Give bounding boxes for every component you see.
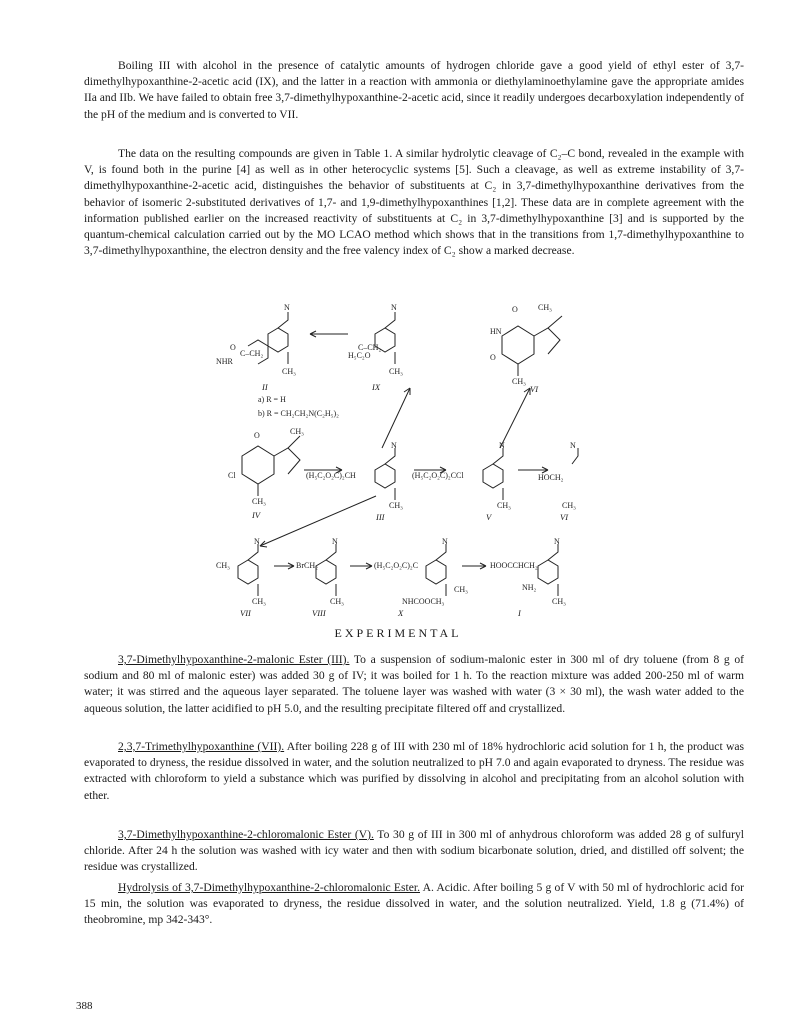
group-iv: Cl: [228, 471, 236, 480]
paragraph-5: [84, 827, 744, 876]
paragraph-1-text: Boiling III with alcohol in the presence of catalytic amounts of hydrogen chloride gave a good yield of ethyl ester of 3,7-dimethylhypoxanthine-2-acetic acid (IX), and the latter in a reaction with ammonia or diethylaminoethylamine gave the appropriate amides IIa and IIb. We have failed to obtain free 3,7-dimethylhypoxanthine-2-acetic acid, since it readily undergoes decarboxylation independently of the pH of the medium and is converted to VII.: [84, 59, 744, 121]
atom-n: N: [391, 441, 397, 450]
group-ix-co: C–CH₂: [358, 343, 382, 352]
atom-o: O: [254, 431, 260, 440]
group-ch3: CH₃: [252, 497, 266, 506]
paragraph-1: [84, 58, 744, 123]
group-ch3: CH₃: [454, 585, 468, 594]
paragraph-4: [84, 739, 744, 804]
atom-n: N: [442, 537, 448, 546]
label-i: I: [518, 608, 521, 618]
group-ix: H₅C₂O: [348, 351, 371, 360]
paragraph-3-text: To a suspension of sodium-malonic ester in 300 ml of dry toluene (from 8 g of sodium and 80 ml of malonic ester) was added 30 g of IV; it was boiled for 1 h. To the reaction mixture was added 200-250 ml of warm water; it was stirred and the aqueous layer separated. The toluene layer was washed with water (3 × 30 ml), the wash water added to the aqueous solution, the latter acidified to pH 5.0, and the resulting precipitate filtered off and crystallized.: [84, 653, 744, 715]
atom-o: O: [490, 353, 496, 362]
group-i: HOOCCHCH₂: [490, 561, 538, 570]
group-ch3: CH₃: [282, 367, 296, 376]
paragraph-4-title: 2,3,7-Trimethylhypoxanthine (VII).: [118, 740, 285, 753]
group-ii: NHR: [216, 357, 233, 366]
reaction-scheme-svg: [200, 298, 580, 620]
paragraph-6-text: A. Acidic. After boiling 5 g of V with 50 ml of hydrochloric acid for 15 min, the solution was evaporated to dryness, the residue dissolved in water, and the solution neutralized. Yield, 1.8 g (71.4%) of theobromine, mp 342-343°.: [84, 881, 744, 927]
atom-n: N: [254, 537, 260, 546]
group-ch3: CH₃: [389, 501, 403, 510]
group-i-sub: NH₂: [522, 583, 537, 592]
page-number: 388: [76, 1000, 93, 1012]
paragraph-5-text: To 30 g of III in 300 ml of anhydrous chloroform was added 28 g of sulfuryl chloride. After 24 h the solution was washed with icy water and then with sodium bicarbonate solution, dried, and distilled off solvent; the residue was crystallized.: [84, 828, 744, 874]
label-x: X: [398, 608, 404, 618]
group-ch3: CH₃: [290, 427, 304, 436]
group-x: (H₅C₂O₂C)₂C: [374, 561, 419, 570]
legend-a: a) R = H: [258, 395, 286, 404]
paragraph-3: [84, 652, 744, 717]
label-iii: III: [376, 512, 385, 522]
group-ch3: CH₃: [497, 501, 511, 510]
atom-o: O: [512, 305, 518, 314]
group-vii: CH₃: [216, 561, 230, 570]
group-iii: (H₅C₂O₂C)₂CH: [306, 471, 356, 480]
group-viii: BrCH₂: [296, 561, 318, 570]
atom-n: N: [391, 303, 397, 312]
label-iv: IV: [252, 510, 261, 520]
atom-n: N: [570, 441, 576, 450]
group-via: HOCH₂: [538, 473, 564, 482]
atom-o: O: [230, 343, 236, 352]
paragraph-5-title: 3,7-Dimethylhypoxanthine-2-chloromalonic Ester (V).: [118, 828, 374, 841]
paragraph-6: [84, 880, 744, 929]
group-ch3: CH₃: [552, 597, 566, 606]
label-vii: VII: [240, 608, 251, 618]
label-vi: VI: [530, 384, 539, 394]
paragraph-2-text: The data on the resulting compounds are given in Table 1. A similar hydrolytic cleavage of C₂–C bond, revealed in the example with V, is found both in the purine [4] as well as in other heterocyclic systems [5]. Such a cleavage, as well as extreme instability of 3,7-dimethylhypoxanthine-2-acetic acid, distinguishes the behavior of substituents at C₂ in 3,7-dimethylhypoxanthine derivatives from the behavior of isomeric 2-substituted derivatives of 1,7- and 1,9-dimethylhypoxanthines [1,2]. These data are in complete agreement with the information published earlier on the increased reactivity of substituents at C₂ in 3,7-dimethylhypoxanthine [3] and is supported by the quantum-chemical calculation carried out by the MO LCAO method which shows that in the transitions from 1,7-dimethylhypoxanthine to 3,7-dimethylhypoxanthine, the electron density and the free valency index of C₂ show a marked decrease.: [84, 147, 744, 258]
reaction-scheme: [200, 298, 580, 620]
atom-n: N: [332, 537, 338, 546]
group-ch3: CH₃: [512, 377, 526, 386]
label-v: V: [486, 512, 492, 522]
group-ch3: CH₃: [389, 367, 403, 376]
atom-n: N: [499, 441, 505, 450]
atom-hn: HN: [490, 327, 502, 336]
group-v: (H₅C₂O₂C)₂CCl: [412, 471, 464, 480]
label-viii: VIII: [312, 608, 326, 618]
atom-n: N: [554, 537, 560, 546]
group-ch3: CH₃: [538, 303, 552, 312]
legend-b: b) R = CH₂CH₂N(C₂H₅)₂: [258, 409, 339, 418]
group-ii-co: C–CH₂: [240, 349, 264, 358]
paragraph-4-text: After boiling 228 g of III with 230 ml of 18% hydrochloric acid solution for 1 h, the product was evaporated to dryness, the residue dissolved in water, and the solution neutralized to pH 7.0 and again evaporated to dryness. The residue was extracted with chloroform to yield a substance which was purified by dissolving in alcohol and precipitating from an alcohol solution with ether.: [84, 740, 744, 802]
paragraph-3-title: 3,7-Dimethylhypoxanthine-2-malonic Ester (III).: [118, 653, 350, 666]
section-heading: EXPERIMENTAL: [334, 626, 462, 640]
label-via: VI: [560, 512, 569, 522]
group-ch3: CH₃: [562, 501, 576, 510]
paragraph-6-title: Hydrolysis of 3,7-Dimethylhypoxanthine-2-chloromalonic Ester.: [118, 881, 420, 894]
group-ch3: CH₃: [252, 597, 266, 606]
group-ch3: CH₃: [330, 597, 344, 606]
paragraph-2: [84, 146, 744, 259]
label-ix: IX: [372, 382, 381, 392]
label-ii: II: [262, 382, 268, 392]
group-x-sub: NHCOOCH₃: [402, 597, 445, 606]
atom-n: N: [284, 303, 290, 312]
